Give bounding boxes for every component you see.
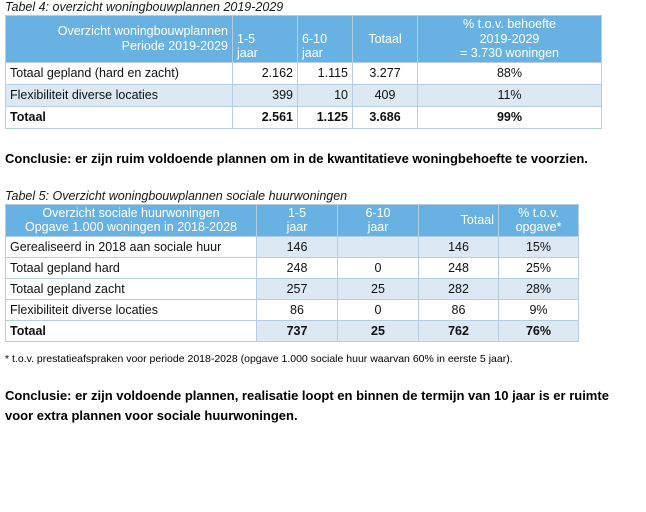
table5-header-col5 [499, 204, 579, 236]
table-row [6, 257, 579, 278]
table-woningbouwplannen-2019-2029 [5, 15, 602, 129]
table5-r0-jaar-6-10 [338, 236, 419, 257]
table5-r1-jaar-1-5: 248 [257, 257, 338, 278]
table4-header [6, 16, 602, 63]
table4-header-col5 [418, 16, 602, 63]
table5-r4-percentage: 76% [499, 320, 579, 341]
table4-r1-totaal: 409 [353, 84, 418, 106]
table5-header-col1-line2: Opgave 1.000 woningen in 2018-2028 [25, 220, 237, 234]
table5-header-col5-line2: opgave* [515, 220, 562, 234]
table4-r1-label: Flexibiliteit diverse locaties [6, 84, 233, 106]
table5-r0-percentage: 15% [499, 236, 579, 257]
table4-r2-jaar-6-10: 1.125 [298, 106, 353, 128]
table5-r3-percentage: 9% [499, 299, 579, 320]
table5-r2-percentage: 28% [499, 278, 579, 299]
table4-r0-jaar-1-5: 2.162 [233, 62, 298, 84]
table4-r2-totaal: 3.686 [353, 106, 418, 128]
table-row [6, 299, 579, 320]
table4-caption: Tabel 4: overzicht woningbouwplannen 2019-2029 [5, 0, 284, 14]
table5-r3-label: Flexibiliteit diverse locaties [6, 299, 257, 320]
table4-r0-jaar-6-10: 1.115 [298, 62, 353, 84]
table-row [6, 236, 579, 257]
table5-header [6, 204, 579, 236]
table5-r3-jaar-6-10: 0 [338, 299, 419, 320]
table5-header-col5-line1: % t.o.v. [518, 205, 559, 220]
table4-r2-percentage: 99% [418, 106, 602, 128]
table5-r4-label: Totaal [6, 320, 257, 341]
table5-r0-label: Gerealiseerd in 2018 aan sociale huur [6, 236, 257, 257]
conclusion-kwantitatieve-behoefte: Conclusie: er zijn ruim voldoende plannen om in de kwantitatieve woningbehoefte te voorzien. [5, 150, 588, 166]
table5-r4-totaal: 762 [419, 320, 499, 341]
conclusion-sociale-huurwoningen: Conclusie: er zijn voldoende plannen, realisatie loopt en binnen de termijn van 10 jaar is er ruimte voor extra plannen voor sociale huurwoningen. [5, 387, 609, 423]
table4-r2-jaar-1-5: 2.561 [233, 106, 298, 128]
table4-header-col3 [298, 16, 353, 63]
table-row [6, 320, 579, 341]
table5-r2-jaar-1-5: 257 [257, 278, 338, 299]
table4-r1-jaar-6-10: 10 [298, 84, 353, 106]
table4-header-row [6, 16, 602, 63]
table4-header-col1 [6, 16, 233, 63]
table4-header-col5-line1: % t.o.v. behoefte [463, 17, 556, 31]
table4-r2-label: Totaal [6, 106, 233, 128]
table-row [6, 84, 602, 106]
table5-header-col2-line2: jaar [286, 220, 308, 234]
table5-footnote: * t.o.v. prestatieafspraken voor periode 2018-2028 (opgave 1.000 sociale huur waarvan 60% in eerste 5 jaar). [5, 352, 513, 365]
table-row [6, 62, 602, 84]
table4-header-col3-line1: 6-10 [302, 31, 328, 46]
table4-r0-percentage: 88% [418, 62, 602, 84]
table5-r0-jaar-1-5: 146 [257, 236, 338, 257]
table5-header-col3-line2: jaar [367, 220, 389, 234]
table5-header-row [6, 204, 579, 236]
table4-header-col1-line2: Periode 2019-2029 [121, 38, 228, 53]
table4-r0-label: Totaal gepland (hard en zacht) [6, 62, 233, 84]
table4-header-col3-line2: jaar [302, 46, 323, 60]
table5-r1-percentage: 25% [499, 257, 579, 278]
table5-header-col1 [6, 204, 257, 236]
table-row [6, 106, 602, 128]
table4-header-col5-line3: = 3.730 woningen [459, 46, 560, 60]
table4-r1-percentage: 11% [418, 84, 602, 106]
table5-r1-jaar-6-10: 0 [338, 257, 419, 278]
table4-header-col5-line2: 2019-2029 [479, 31, 540, 46]
table5-header-col2-line1: 1-5 [287, 205, 307, 220]
table5-r0-totaal: 146 [419, 236, 499, 257]
table5-r2-label: Totaal gepland zacht [6, 278, 257, 299]
table5-r1-totaal: 248 [419, 257, 499, 278]
table4-r0-totaal: 3.277 [353, 62, 418, 84]
table4-header-col2-line2: jaar [237, 46, 258, 60]
table5-r1-label: Totaal gepland hard [6, 257, 257, 278]
table4-header-col1-line1: Overzicht woningbouwplannen [57, 24, 228, 39]
table5-header-col2 [257, 204, 338, 236]
table-sociale-huurwoningen [5, 204, 579, 342]
table4-header-col4: Totaal [353, 16, 418, 63]
table5-r4-jaar-1-5: 737 [257, 320, 338, 341]
table4-body [6, 62, 602, 128]
table5-r3-jaar-1-5: 86 [257, 299, 338, 320]
table5-header-col4: Totaal [419, 204, 499, 236]
table4-header-col2-line1: 1-5 [237, 31, 256, 46]
table5-r2-jaar-6-10: 25 [338, 278, 419, 299]
table5-caption: Tabel 5: Overzicht woningbouwplannen sociale huurwoningen [5, 188, 348, 203]
table5-header-col3 [338, 204, 419, 236]
table5-r3-totaal: 86 [419, 299, 499, 320]
table4-r1-jaar-1-5: 399 [233, 84, 298, 106]
table5-header-col1-line1: Overzicht sociale huurwoningen [42, 205, 220, 220]
table5-header-col3-line1: 6-10 [365, 205, 391, 220]
table-row [6, 278, 579, 299]
table5-r2-totaal: 282 [419, 278, 499, 299]
table4-header-col2 [233, 16, 298, 63]
table5-body [6, 236, 579, 341]
table5-r4-jaar-6-10: 25 [338, 320, 419, 341]
